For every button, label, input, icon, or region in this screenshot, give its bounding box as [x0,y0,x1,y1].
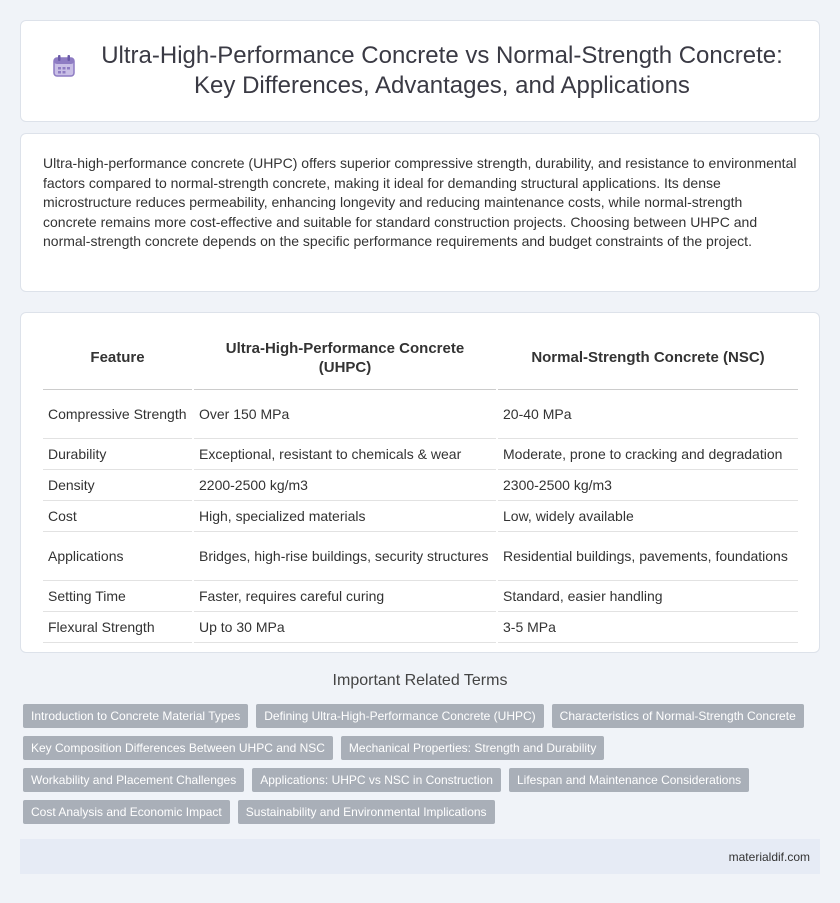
cell-feature: Flexural Strength [43,611,193,642]
footer [20,839,820,874]
header-feature: Feature [43,327,193,389]
cell-nsc: 20-40 MPa [497,389,798,438]
cell-uhpc: Up to 30 MPa [193,611,497,642]
related-term-tag[interactable]: Applications: UHPC vs NSC in Construction [252,768,501,792]
related-term-tag[interactable]: Key Composition Differences Between UHPC and NSC [23,736,333,760]
related-term-tag[interactable]: Cost Analysis and Economic Impact [23,800,230,824]
title-wrap [51,41,789,101]
cell-uhpc: Over 150 MPa [193,389,497,438]
table-header-row [43,327,798,389]
related-terms-list [23,704,823,832]
cell-nsc: 2300-2500 kg/m3 [497,469,798,500]
calendar-icon [51,53,77,79]
related-term-tag[interactable]: Workability and Placement Challenges [23,768,244,792]
cell-nsc: Moderate, prone to cracking and degradation [497,438,798,469]
related-term-tag[interactable]: Introduction to Concrete Material Types [23,704,248,728]
cell-nsc: Standard, easier handling [497,580,798,611]
intro-card [20,133,820,292]
related-term-tag[interactable]: Mechanical Properties: Strength and Durability [341,736,604,760]
cell-feature: Compressive Strength [43,389,193,438]
cell-nsc: Low, widely available [497,500,798,531]
cell-feature: Applications [43,531,193,580]
cell-feature: Setting Time [43,580,193,611]
intro-paragraph: Ultra-high-performance concrete (UHPC) offers superior compressive strength, durability, and resistance to environmental factors compared to normal-strength concrete, making it ideal for demanding structural applications. Its dense microstructure reduces permeability, enhancing longevity and reducing maintenance costs, while normal-strength concrete remains more cost-effective and suitable for standard construction projects. Choosing between UHPC and normal-strength concrete depends on the specific performance requirements and budget constraints of the project. [43,155,797,250]
table-row [43,500,798,531]
header-uhpc: Ultra-High-Performance Concrete (UHPC) [193,327,497,389]
cell-uhpc: Exceptional, resistant to chemicals & wear [193,438,497,469]
table-row [43,469,798,500]
cell-feature: Density [43,469,193,500]
related-terms-heading: Important Related Terms [332,672,508,689]
title-card [20,20,820,122]
related-term-tag[interactable]: Defining Ultra-High-Performance Concrete (UHPC) [256,704,543,728]
cell-nsc: Residential buildings, pavements, foundations [497,531,798,580]
related-term-tag[interactable]: Lifespan and Maintenance Considerations [509,768,749,792]
comparison-table [43,327,798,643]
cell-uhpc: 2200-2500 kg/m3 [193,469,497,500]
table-row [43,389,798,438]
cell-uhpc: Bridges, high-rise buildings, security structures [193,531,497,580]
cell-feature: Durability [43,438,193,469]
cell-uhpc: Faster, requires careful curing [193,580,497,611]
related-term-tag[interactable]: Sustainability and Environmental Implications [238,800,495,824]
footer-site-link[interactable]: materialdif.com [728,849,810,864]
cell-uhpc: High, specialized materials [193,500,497,531]
table-row [43,438,798,469]
cell-feature: Cost [43,500,193,531]
page-title: Ultra-High-Performance Concrete vs Normal-Strength Concrete: Key Differences, Advantages, and Applications [101,42,783,99]
comparison-table-card [20,312,820,653]
table-row [43,531,798,580]
cell-nsc: 3-5 MPa [497,611,798,642]
header-nsc: Normal-Strength Concrete (NSC) [497,327,798,389]
table-row [43,580,798,611]
table-row [43,611,798,642]
related-term-tag[interactable]: Characteristics of Normal-Strength Concrete [552,704,804,728]
